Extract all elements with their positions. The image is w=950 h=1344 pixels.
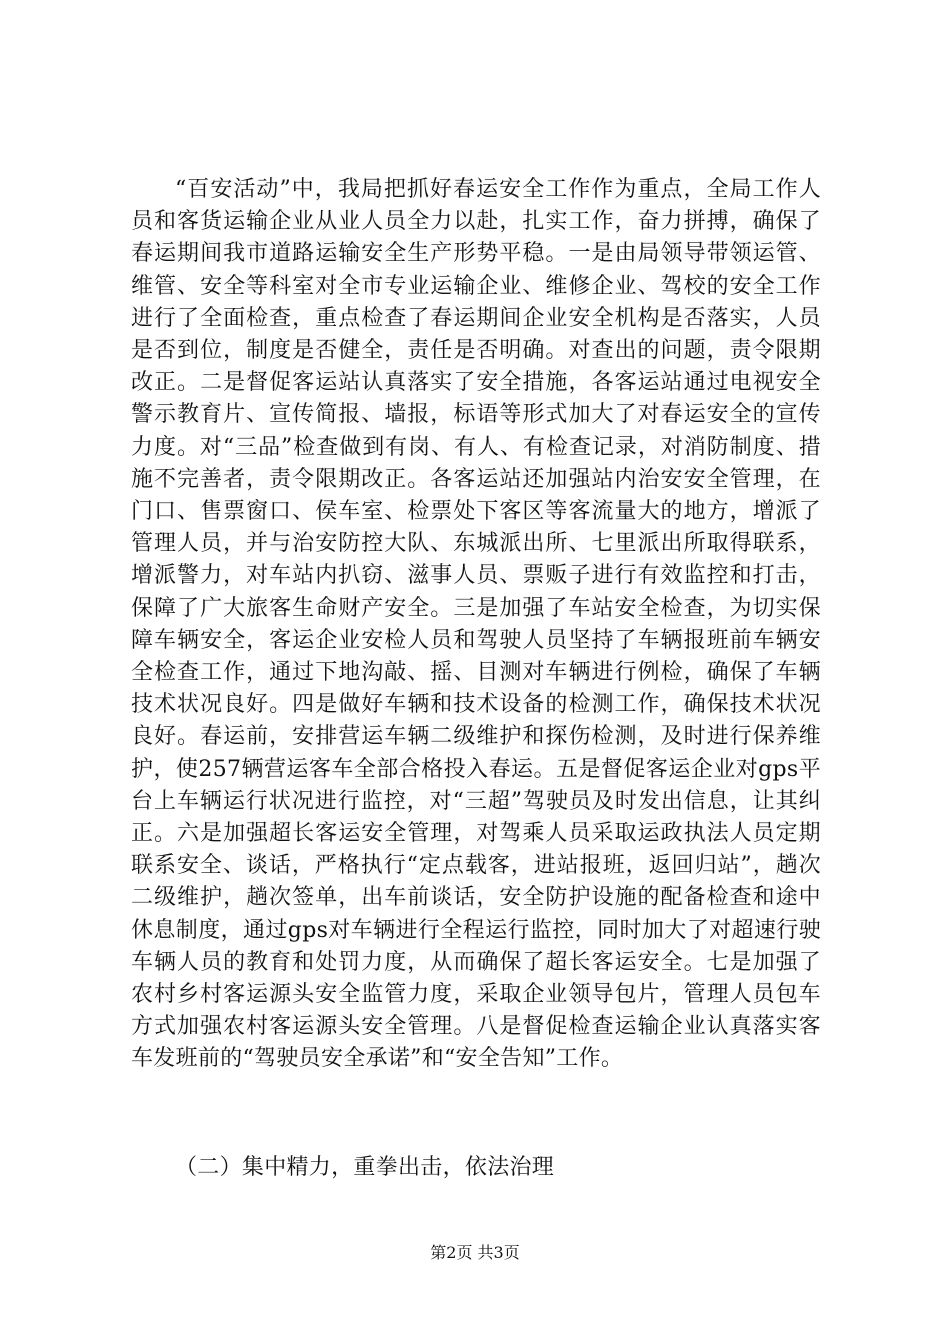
section-heading: （二）集中精力，重拳出击，依法治理: [175, 1155, 555, 1180]
page-number-footer: 第2页 共3页: [430, 1243, 520, 1262]
body-paragraph: “百安活动”中，我局把抓好春运安全工作作为重点，全局工作人员和客货运输企业从业人员全力以赴，扎实工作，奋力拼搏，确保了春运期间我市道路运输安全生产形势平稳。一是由局领导带领运管、维管、安全等科室对全市专业运输企业、维修企业、驾校的安全工作进行了全面检查，重点检查了春运期间企业安全机构是否落实，人员是否到位，制度是否健全，责任是否明确。对查出的问题，责令限期改正。二是督促客运站认真落实了安全措施，各客运站通过电视安全警示教育片、宣传简报、墙报，标语等形式加大了对春运安全的宣传力度。对“三品”检查做到有岗、有人、有检查记录，对消防制度、措施不完善者，责令限期改正。各客运站还加强站内治安安全管理，在门口、售票窗口、侯车室、检票处下客区等客流量大的地方，增派了管理人员，并与治安防控大队、东城派出所、七里派出所取得联系，增派警力，对车站内扒窃、滋事人员、票贩子进行有效监控和打击，保障了广大旅客生命财产安全。三是加强了车站安全检查，为切实保障车辆安全，客运企业安检人员和驾驶人员坚持了车辆报班前车辆安全检查工作，通过下地沟敲、摇、目测对车辆进行例检，确保了车辆技术状况良好。四是做好车辆和技术设备的检测工作，确保技术状况良好。春运前，安排营运车辆二级维护和探伤检测，及时进行保养维护，使257辆营运客车全部合格投入春运。五是督促客运企业对gps平台上车辆运行状况进行监控，对“三超”驾驶员及时发出信息，让其纠正。六是加强超长客运安全管理，对驾乘人员采取运政执法人员定期联系安全、谈话，严格执行“定点载客，进站报班，返回归站”，趟次二级维护，趟次签单，出车前谈话，安全防护设施的配备检查和途中休息制度，通过gps对车辆进行全程运行监控，同时加大了对超速行驶车辆人员的教育和处罚力度，从而确保了超长客运安全。七是加强了农村乡村客运源头安全监管力度，采取企业领导包片，管理人员包车方式加强农村客运源头安全管理。八是督促检查运输企业认真落实客车发班前的“驾驶员安全承诺”和“安全告知”工作。: [131, 177, 821, 1072]
